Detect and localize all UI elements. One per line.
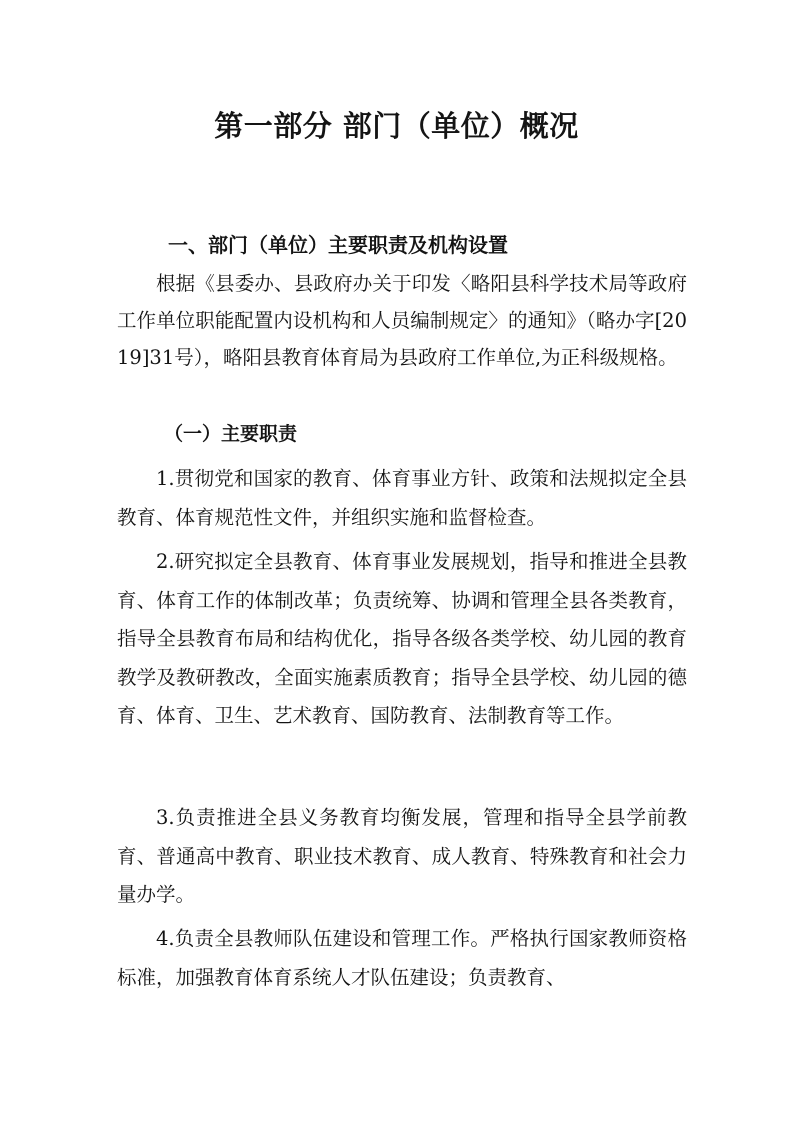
subsection-heading: （一）主要职责 (164, 423, 298, 445)
duty-item-1: 1.贯彻党和国家的教育、体育事业方针、政策和法规拟定全县教育、体育规范性文件，并组织实施和监督检查。 (117, 467, 687, 529)
intro-paragraph: 根据《县委办、县政府办关于印发〈略阳县科学技术局等政府工作单位职能配置内设机构和人员编制规定〉的通知》（略办字[2019]31号），略阳县教育体育局为县政府工作单位,为正科级规格。 (117, 272, 687, 369)
duty-item-2: 2.研究拟定全县教育、体育事业发展规划，指导和推进全县教育、体育工作的体制改革；负责统筹、协调和管理全县各类教育，指导全县教育布局和结构优化，指导各级各类学校、幼儿园的教育教学及教研教改，全面实施素质教育；指导全县学校、幼儿园的德育、体育、卫生、艺术教育、国防教育、法制教育等工作。 (117, 550, 687, 728)
page-title: 第一部分 部门（单位）概况 (214, 109, 579, 143)
duty-item-3: 3.负责推进全县义务教育均衡发展，管理和指导全县学前教育、普通高中教育、职业技术教育、成人教育、特殊教育和社会力量办学。 (117, 806, 687, 907)
duty-item-4: 4.负责全县教师队伍建设和管理工作。严格执行国家教师资格标准，加强教育体育系统人才队伍建设；负责教育、 (117, 927, 687, 989)
section-heading: 一、部门（单位）主要职责及机构设置 (168, 233, 508, 257)
